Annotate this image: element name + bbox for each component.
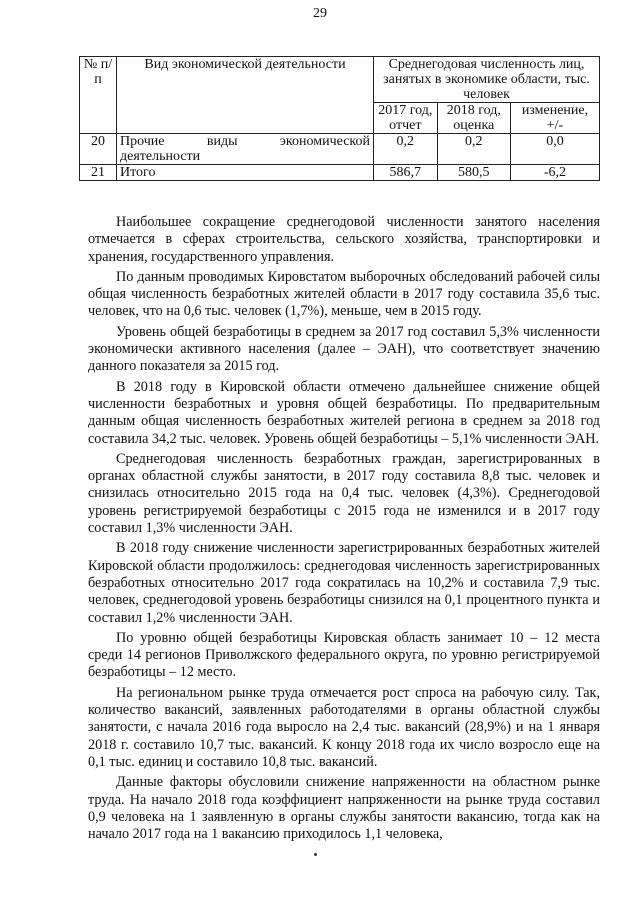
table-row (80, 165, 600, 181)
row-activity-line: Итого (120, 165, 156, 180)
paragraph: Наибольшее сокращение среднегодовой численности занятого населения отмечается в сферах строительства, сельского хозяйства, транспортировки и хранения, государственного управления. (88, 214, 600, 265)
paragraph: Данные факторы обусловили снижение напряженности на областном рынке труда. На начало 2018 года коэффициент напряженности на рынке труда составил 0,9 человека на 1 заявленную в органы службы занятости вакансию, тогда как на начало 2017 года на 1 вакансию приходилось 1,1 человека, (88, 774, 600, 843)
table-row (80, 134, 600, 165)
paragraph: В 2018 году снижение численности зарегистрированных безработных жителей Кировской области продолжилось: среднегодовая численность зарегистрированных безработных относительно 2017 года сократилась на 10,2% и составила 7,9 тыс. человек, среднегодовой уровень безработицы снизился на 0,1 процентного пункта и составил 1,2% численности ЭАН. (88, 540, 600, 626)
header-employment-group: Среднегодовая численность лиц, занятых в экономике области, тыс. человек (374, 57, 600, 103)
row-value-2017: 0,2 (374, 134, 438, 165)
header-2017: 2017 год, отчет (374, 103, 438, 134)
header-change: изменение, +/- (510, 103, 599, 134)
paragraph: По уровню общей безработицы Кировская область занимает 10 – 12 места среди 14 регионов Приволжского федерального округа, по уровню регистрируемой безработицы – 12 место. (88, 629, 600, 681)
row-number: 20 (80, 134, 117, 165)
row-change: 0,0 (510, 134, 599, 165)
header-number: № п/п (80, 57, 117, 134)
row-activity-line: деятельности (120, 149, 201, 164)
scan-speck (314, 853, 317, 856)
row-value-2018: 0,2 (437, 134, 510, 165)
row-activity (117, 134, 374, 165)
row-change: -6,2 (510, 165, 599, 181)
employment-table (79, 56, 600, 181)
row-activity-line: Прочие виды экономической (120, 134, 370, 149)
row-value-2017: 586,7 (374, 165, 438, 181)
header-2018: 2018 год, оценка (437, 103, 510, 134)
row-activity (117, 165, 374, 181)
page-number: 29 (313, 6, 327, 21)
paragraph: Уровень общей безработицы в среднем за 2017 год составил 5,3% численности экономически активного населения (далее – ЭАН), что соответствует значению данного показателя за 2015 год. (88, 323, 600, 375)
row-number: 21 (80, 165, 117, 181)
paragraph: В 2018 году в Кировской области отмечено дальнейшее снижение общей численности безработных и уровня общей безработицы. По предварительным данным общая численность безработных жителей региона в среднем за 2018 год составила 34,2 тыс. человек. Уровень общей безработицы – 5,1% численности ЭАН. (88, 378, 600, 447)
header-activity: Вид экономической деятельности (117, 57, 374, 134)
row-value-2018: 580,5 (437, 165, 510, 181)
paragraph: По данным проводимых Кировстатом выборочных обследований рабочей силы общая численность безработных жителей области в 2017 году составила 35,6 тыс. человек, что на 0,6 тыс. человек (1,7%), меньше, чем в 2015 году. (88, 268, 600, 320)
paragraph: Среднегодовая численность безработных граждан, зарегистрированных в органах областной службы занятости, в 2017 году составила 8,8 тыс. человек и снизилась относительно 2015 года на 0,4 тыс. человек (4,3%). Среднегодовой уровень регистрируемой безработицы с 2015 года не изменился и в 2017 году составил 1,3% численности ЭАН. (88, 450, 600, 537)
paragraph: На региональном рынке труда отмечается рост спроса на рабочую силу. Так, количество вакансий, заявленных работодателями в органы областной службы занятости, с начала 2016 года выросло на 2,4 тыс. вакансий (28,9%) и на 1 января 2018 г. составило 10,7 тыс. вакансий. К концу 2018 года их число возросло еще на 0,1 тыс. единиц и составило 10,8 тыс. вакансий. (88, 684, 600, 770)
body-text (88, 214, 600, 846)
